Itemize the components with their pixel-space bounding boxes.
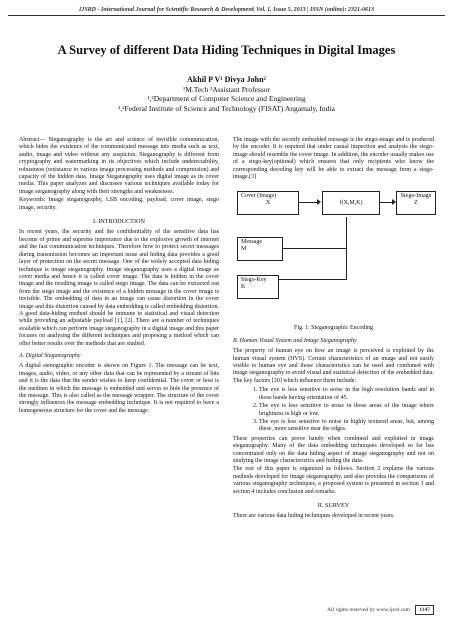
stego-key-label: Stego-Key: [241, 277, 267, 284]
digital-steganography-text: A digital stenographic encoder is shown on Figure 1. The message can be text, images, audio, video, or any other data that can be represented by a stream of bits and it is the data that the sender wishes to keep confidential. The cover or host is the medium in which the message is embedded and serves to hide the presence of the message. This is also called as the message wrapper. The structure of the cover strongly influences the message embedding technique. It is not required to have a homogeneous structure for the cover and the message.: [19, 363, 219, 414]
stego-var: Z: [414, 200, 418, 207]
stego-arrow-line: [379, 202, 393, 203]
list-item: 2. The eye is less sensitive to noise in those areas of the image where brightness is high or low.: [259, 403, 434, 418]
figure-caption: Fig. 1: Steganographic Encoding: [294, 325, 373, 332]
stego-key-var: K: [241, 284, 246, 291]
section-heading-survey: II. SURVEY: [317, 501, 350, 509]
properties-paragraph: These properties can prove handy when combined and exploited in image steganography. Many of the data embedding techniques developed so far has concentrated only on the data hiding aspect of image steganography and not on studying the image characteristics and hiding the data.: [233, 435, 434, 464]
hvs-text: The property of human eye on how an image is perceived is exploited by the human visual system (HVS). Certain characteristics of an image and not easily visible to human eye and those characteristics can be used and combined with image steganography to avoid visual and statistical detection of the embedded data. The key factors [20] which influence them include:: [233, 348, 434, 384]
hvs-factor-list: [233, 387, 434, 433]
organization-paragraph: The rest of this paper is organized as follows. Section 2 explains the various methods developed for image steganography, and also provides the comparisons of various steganography techniques, a proposed system is presented in section 3 and section 4 includes conclusion and remarks.: [233, 466, 434, 495]
section-heading-introduction: I. INTRODUCTION: [93, 218, 145, 226]
message-connector: [282, 248, 346, 249]
stego-image-paragraph: The image with the secretly embedded message is the stego-image and is produced by the encoder. It is required that under casual inspection and analysis the stego-image should resemble the cover image. In addition, the encoder usually makes use of a stego-key(optional) which ensures that only recipients who know the corresponding decoding key will be able to extract the message from a stego-image.[3]: [233, 137, 434, 181]
figure-steganographic-encoding: [233, 187, 434, 323]
cover-label: Cover (Image): [241, 193, 277, 200]
paper-title: A Survey of different Data Hiding Techniques in Digital Images: [57, 43, 396, 57]
message-box: [237, 237, 283, 261]
page-number: 1147: [415, 605, 434, 615]
introduction-text: In recent years, the security and the confidentiality of the sensitive data has become of prime and supreme importance due to the explosive growth of internet and the fast communication techniques. Therefore how to protect secret messages during transmission becomes an important issue and hiding data provides a good layer of protection on the secret message. One of the widely accepted data hiding technique is image steganography. Image steganography uses a digital image as cover media and hence it is called cover image. The data is hidden in the cover image and the resulting image is called stego image. The data can be extracted out from the stego image and the existence of a hidden message in the cover image is invisible. The embedding of data in an image can cause distortion in the cover image and this distortion caused by data embedding is called embedding distortion. A good data-hiding method should be immune to statistical and visual detection while providing an adjustable payload [1], [2]. There are a number of techniques available which can perform image steganography in a digital image and this paper focuses on analysing the different techniques and proposing a method which can offer better results over the methods that are studied.: [19, 229, 219, 347]
abstract: Abstract— Steganography is the art and science of invisible communication, which hides the existence of the communicated message into media such as text, audio, image and video without any suspicion. Steganography is different from cryptography and watermarking in its objectives which include undetectability, robustness (resistance to various image processing methods and compression) and capacity of the hidden data. Image Steganography uses digital image as its cover media. This paper analyzes and discusses various techniques available today for image steganography along with their strengths and weaknesses.: [19, 137, 219, 195]
author-roles: ¹M.Tech ²Assistant Professor: [182, 84, 271, 94]
connector-vertical: [346, 217, 347, 279]
cover-image-box: [237, 191, 299, 215]
cover-arrow-line: [298, 202, 318, 203]
stego-image-box: [396, 191, 436, 215]
author-department: ¹,²Department of Computer Science and Engineering: [147, 94, 306, 103]
author-institution: ¹,²Federal Institute of Science and Technology (FISAT) Angamaly, India: [118, 103, 335, 113]
author-block: [0, 75, 453, 113]
encoder-function-label: f(X,M,K): [339, 200, 363, 207]
left-column: [19, 137, 219, 416]
keywords: Keywords: Image steganography, LSB encoding, payload, cover image, stego image, security.: [19, 197, 219, 211]
list-item: 1. The eye is less sensitive to noise in the high resolution bands and in those bands having orientation of 45.: [259, 387, 434, 402]
subsection-heading-hvs: B. Human Visual System and Image Steganography: [233, 337, 357, 344]
list-item: 3. The eye is less sensitive to noise in highly textured areas, but, among these, more sensitive near the edges.: [259, 419, 434, 434]
message-label: Message: [241, 239, 262, 246]
page-footer: [327, 605, 434, 615]
survey-text: There are various data hiding techniques developed in recent years.: [233, 513, 395, 520]
stego-key-box: [237, 275, 279, 299]
stego-label: Stego-Image: [400, 193, 432, 200]
cover-arrow-head: [317, 199, 321, 205]
footer-rights: All rights reserved by www.ijsrd.com: [327, 607, 410, 613]
message-var: M: [241, 246, 247, 253]
encoder-function-box: [322, 191, 380, 215]
right-column: [233, 137, 434, 522]
key-connector: [278, 279, 347, 280]
author-names: Akhil P V¹ Divya John²: [187, 75, 266, 84]
subsection-heading-digital-steganography: A. Digital Steganography: [19, 352, 81, 359]
cover-var: X: [265, 200, 271, 207]
journal-header: IJSRD - International Journal for Scientific Research & Development| Vol. 1, Issue 5, 2013 | ISSN (online): 2321-0613: [8, 7, 445, 16]
